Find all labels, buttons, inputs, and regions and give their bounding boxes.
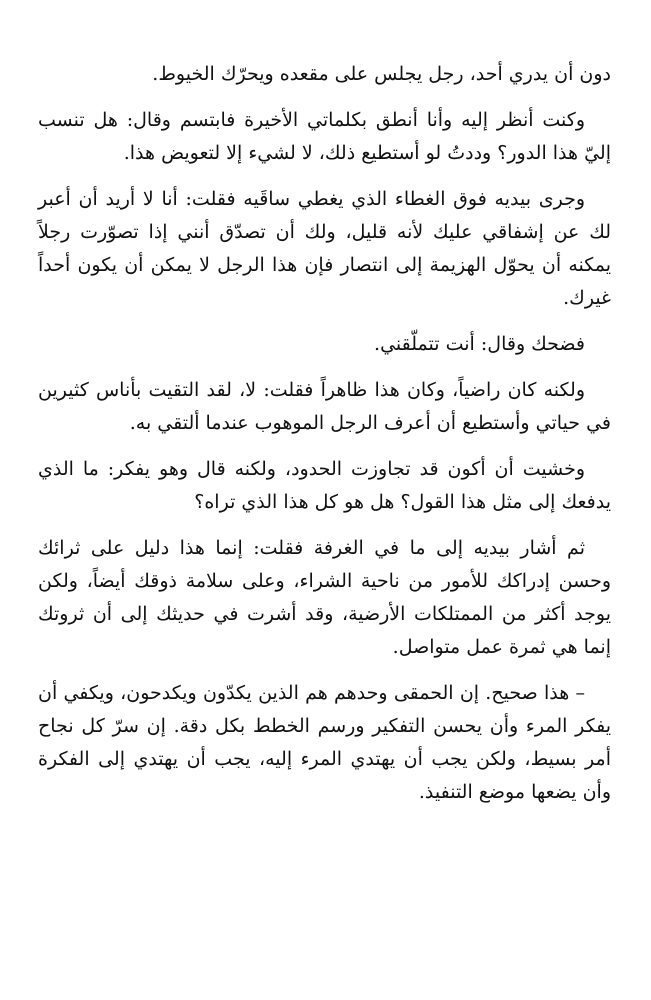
paragraph-7: ثم أشار بيديه إلى ما في الغرفة فقلت: إنما هذا دليل على ثرائك وحسن إدراكك للأمور من ناحية الشراء، وعلى سلامة ذوقك أيضاً، ولكن يوجد أكثر من الممتلكات الأرضية، وقد أشرت في حديثك إلى أن ثروتك إنما هي ثمرة عمل متواصل. [38, 537, 611, 658]
paragraph-4: فضحك وقال: أنت تتملّقني. [374, 333, 585, 355]
paragraph-6: وخشيت أن أكون قد تجاوزت الحدود، ولكنه قال وهو يفكر: ما الذي يدفعك إلى مثل هذا القول؟ هل هو كل هذا الذي تراه؟ [38, 458, 611, 513]
paragraph-8: – هذا صحيح. إن الحمقى وحدهم هم الذين يكدّون ويكدحون، ويكفي أن يفكر المرء وأن يحسن التفكير ورسم الخطط بكل دقة. إن سرّ كل نجاح أمر بسيط، ولكن يجب أن يهتدي المرء إليه، يجب أن يهتدي إلى الفكرة وأن يضعها موضع التنفيذ. [38, 682, 611, 803]
paragraph-1: دون أن يدري أحد، رجل يجلس على مقعده ويحرّك الخيوط. [152, 63, 611, 85]
paragraph-2: وكنت أنظر إليه وأنا أنطق بكلماتي الأخيرة فابتسم وقال: هل تنسب إليّ هذا الدور؟ وددتُ لو أستطيع ذلك، لا لشيء إلا لتعويض هذا. [38, 109, 611, 164]
paragraph-5: ولكنه كان راضياً، وكان هذا ظاهراً فقلت: لا، لقد التقيت بأناس كثيرين في حياتي وأستطيع أن أعرف الرجل الموهوب عندما ألتقي به. [38, 379, 611, 434]
paragraph-3: وجرى بيديه فوق الغطاء الذي يغطي ساقَيه فقلت: أنا لا أريد أن أعبر لك عن إشفاقي عليك لأنه قليل، ولك أن تصدّق أنني إذا تصوّرت رجلاً يمكنه أن يحوّل الهزيمة إلى انتصار فإن هذا الرجل لا يمكن أن يكون أحداً غيرك. [38, 188, 611, 309]
